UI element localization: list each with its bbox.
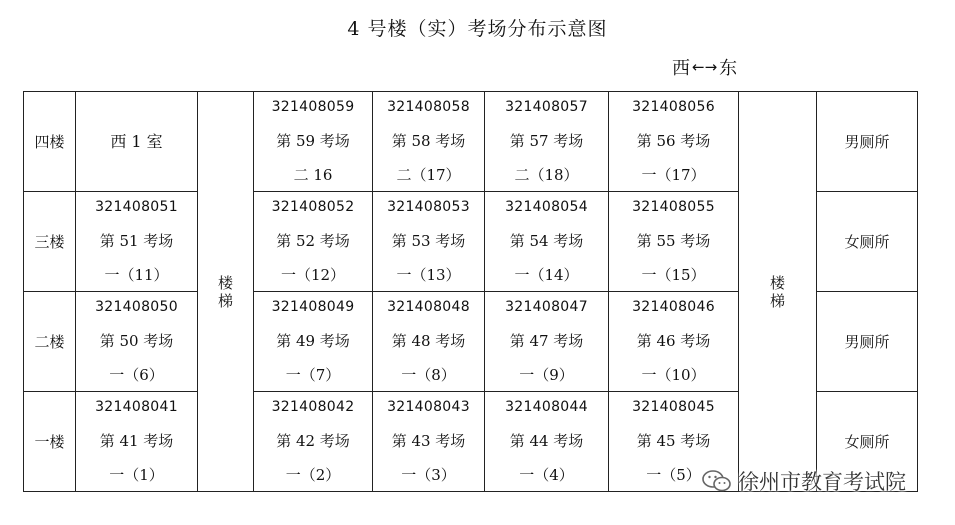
room-code: 321408057 bbox=[505, 98, 588, 115]
wechat-icon bbox=[702, 469, 732, 493]
exam-room bbox=[373, 392, 485, 492]
room-code: 321408059 bbox=[271, 98, 355, 115]
exam-room bbox=[373, 292, 485, 392]
room-seq: 一（2） bbox=[285, 466, 341, 485]
room-seq: 一（6） bbox=[109, 366, 164, 385]
room-seq: 一（17） bbox=[641, 166, 706, 185]
room-name: 第 51 考场 bbox=[99, 231, 174, 250]
room-seq: 一（10） bbox=[641, 366, 706, 385]
room-code: 321408041 bbox=[95, 398, 178, 415]
exam-room bbox=[254, 292, 373, 392]
room-seq: 一（12） bbox=[280, 266, 346, 285]
room-name: 第 46 考场 bbox=[636, 331, 711, 350]
exam-room bbox=[373, 192, 485, 292]
room-code: 321408053 bbox=[387, 198, 470, 215]
toilet: 男厕所 bbox=[817, 292, 918, 392]
room-seq: 一（5） bbox=[646, 466, 701, 485]
room-name: 第 55 考场 bbox=[636, 231, 711, 250]
room-name: 第 43 考场 bbox=[391, 431, 466, 450]
room-code: 321408055 bbox=[632, 198, 715, 215]
room-seq: 二（17） bbox=[396, 166, 461, 185]
room-seq: 一（8） bbox=[401, 366, 456, 385]
exam-room bbox=[609, 292, 739, 392]
west-label: 西 bbox=[672, 58, 690, 79]
room-name: 第 54 考场 bbox=[509, 231, 584, 250]
floor-label: 一楼 bbox=[24, 392, 76, 492]
room-seq: 一（7） bbox=[285, 366, 341, 385]
east-staircase bbox=[739, 92, 817, 492]
floor-label: 三楼 bbox=[24, 192, 76, 292]
toilet: 女厕所 bbox=[817, 192, 918, 292]
exam-room bbox=[254, 192, 373, 292]
room-name: 第 49 考场 bbox=[276, 331, 350, 350]
stairs-label-bottom: 梯 bbox=[769, 291, 785, 310]
room-name: 第 47 考场 bbox=[509, 331, 584, 350]
room-seq: 一（3） bbox=[401, 466, 456, 485]
room-name: 第 44 考场 bbox=[509, 431, 584, 450]
room-seq: 一（4） bbox=[519, 466, 574, 485]
exam-room bbox=[609, 192, 739, 292]
direction-indicator bbox=[672, 54, 737, 80]
room-code: 321408051 bbox=[95, 198, 178, 215]
room-code: 321408048 bbox=[387, 298, 470, 315]
exam-room bbox=[609, 92, 739, 192]
room-code: 321408049 bbox=[271, 298, 355, 315]
exam-room bbox=[485, 192, 609, 292]
room-seq: 一（14） bbox=[514, 266, 579, 285]
room-code: 321408050 bbox=[95, 298, 178, 315]
room-code: 321408054 bbox=[505, 198, 588, 215]
toilet: 男厕所 bbox=[817, 92, 918, 192]
exam-room bbox=[254, 92, 373, 192]
room-code: 321408046 bbox=[632, 298, 715, 315]
room-name: 第 41 考场 bbox=[99, 431, 174, 450]
exam-room-map bbox=[23, 91, 918, 492]
east-label: 东 bbox=[719, 58, 738, 79]
watermark-text: 徐州市教育考试院 bbox=[738, 470, 906, 494]
room-seq: 二（18） bbox=[514, 166, 579, 185]
room-name: 第 52 考场 bbox=[276, 231, 350, 250]
room-name: 第 57 考场 bbox=[509, 131, 584, 150]
room-name: 第 53 考场 bbox=[391, 231, 466, 250]
stairs-label-top: 楼 bbox=[217, 273, 233, 292]
room-seq: 一（13） bbox=[396, 266, 461, 285]
room-name: 第 59 考场 bbox=[276, 131, 350, 150]
room-code: 321408058 bbox=[387, 98, 470, 115]
room-name: 第 42 考场 bbox=[276, 431, 350, 450]
exam-room bbox=[373, 92, 485, 192]
exam-room bbox=[76, 192, 198, 292]
room-name: 第 56 考场 bbox=[636, 131, 711, 150]
room-seq: 一（15） bbox=[641, 266, 706, 285]
room-name: 第 48 考场 bbox=[391, 331, 466, 350]
room-seq: 一（11） bbox=[104, 266, 169, 285]
exam-room bbox=[485, 392, 609, 492]
room-seq: 一（9） bbox=[519, 366, 574, 385]
room-code: 321408044 bbox=[505, 398, 588, 415]
page-title: 4 号楼（实）考场分布示意图 bbox=[347, 18, 608, 40]
room-name: 第 58 考场 bbox=[391, 131, 466, 150]
floor-label: 二楼 bbox=[24, 292, 76, 392]
floor-label: 四楼 bbox=[24, 92, 76, 192]
room-code: 321408056 bbox=[632, 98, 715, 115]
room-seq: 二 16 bbox=[293, 166, 333, 185]
stairs-label-top: 楼 bbox=[769, 273, 785, 292]
room-code: 321408052 bbox=[271, 198, 355, 215]
room-code: 321408043 bbox=[387, 398, 470, 415]
west-room: 西 1 室 bbox=[76, 92, 198, 192]
floor-row-4 bbox=[24, 92, 918, 192]
double-arrow-icon: ←→ bbox=[692, 58, 718, 76]
room-name: 第 45 考场 bbox=[636, 431, 711, 450]
exam-room bbox=[76, 292, 198, 392]
exam-room bbox=[76, 392, 198, 492]
stairs-label-bottom: 梯 bbox=[217, 291, 233, 310]
room-seq: 一（1） bbox=[109, 466, 164, 485]
room-code: 321408045 bbox=[632, 398, 715, 415]
toilet: 女厕所 bbox=[817, 392, 918, 492]
room-code: 321408047 bbox=[505, 298, 588, 315]
exam-room bbox=[485, 92, 609, 192]
room-name: 第 50 考场 bbox=[99, 331, 174, 350]
room-code: 321408042 bbox=[271, 398, 355, 415]
exam-room bbox=[485, 292, 609, 392]
exam-room bbox=[254, 392, 373, 492]
west-staircase bbox=[198, 92, 254, 492]
watermark bbox=[702, 466, 906, 496]
